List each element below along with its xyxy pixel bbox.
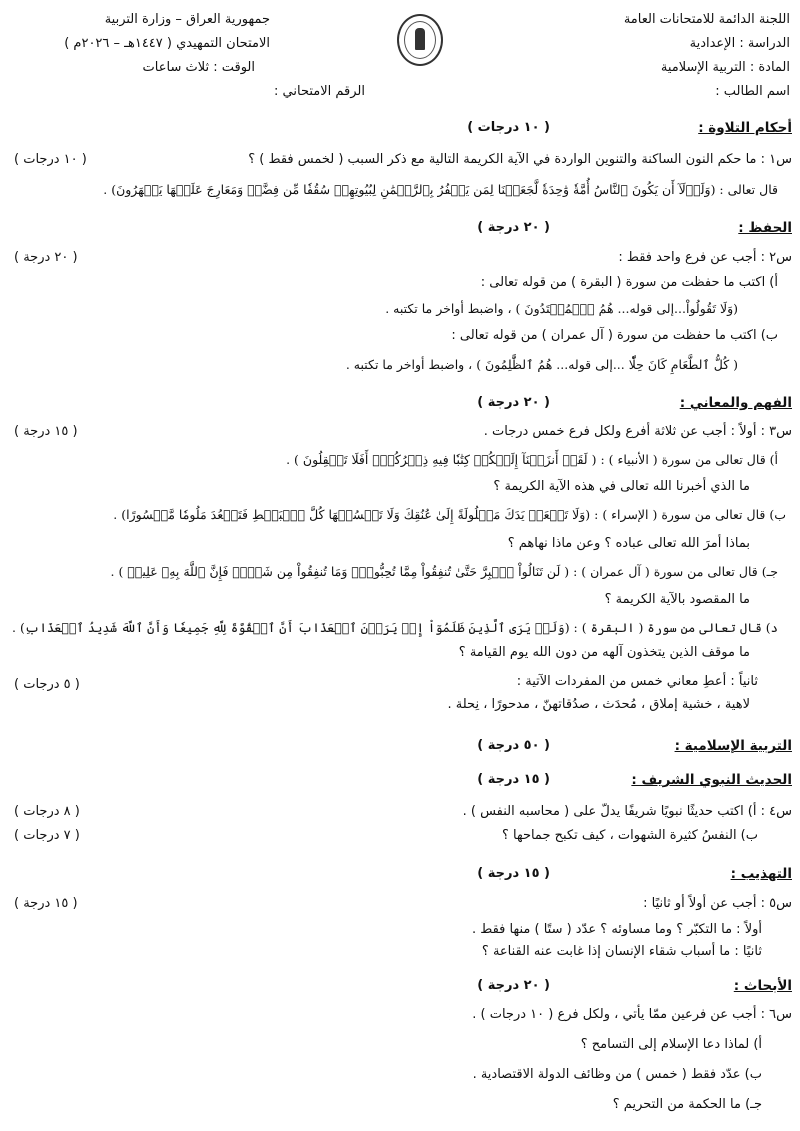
- question-2-marks: ( ٢٠ درجة ): [14, 250, 78, 265]
- question-5-second: ثانيًا : ما أسباب شقاء الإنسان إذا غابت عنه القناعة ؟: [481, 944, 762, 959]
- section-marks-tahdheeb: ( ١٥ درجة ): [477, 866, 550, 881]
- section-title-fahm: الفهم والمعاني :: [679, 395, 792, 411]
- question-1-verse: قال تعالى : (وَلَوۡلَآ أَن يَكُونَ ٱلنَّاسُ أُمَّةٗ وَٰحِدَةٗ لَّجَعَلۡنَا لِمَن يَكۡفُرُ بِٱلرَّحۡمَٰنِ لِبُيُوتِهِمۡ سُقُفٗا مِّن فِضَّةٖ وَمَعَارِجَ عَلَيۡهَا يَظۡهَرُونَ) .: [103, 182, 778, 197]
- question-4-a: س٤ : أ) اكتب حديثًا نبويًا شريفًا يدلّ على ( محاسبه النفس ) .: [462, 804, 792, 819]
- section-title-islamic: التربية الإسلامية :: [674, 738, 792, 754]
- question-2-a-verse: (وَلَا تَقُولُواْ...إلى قوله... هُمُ ٱلۡمُهۡتَدُونَ ) ، واضبط أواخر ما تكتبه .: [385, 301, 738, 316]
- section-marks-hifz: ( ٢٠ درجة ): [477, 220, 550, 235]
- question-3-a-question: ما الذي أخبرنا الله تعالى في هذه الآية الكريمة ؟: [493, 479, 750, 494]
- section-marks-research: ( ٢٠ درجة ): [477, 978, 550, 993]
- country-ministry: جمهورية العراق – وزارة التربية: [104, 12, 270, 27]
- question-5: س٥ : أجب عن أولاً أو ثانيًا :: [643, 896, 792, 911]
- question-1: س١ : ما حكم النون الساكنة والتنوين الواردة في الآية الكريمة التالية مع ذكر السبب ( لخمس فقط ) ؟: [248, 152, 792, 167]
- question-5-marks: ( ١٥ درجة ): [14, 896, 78, 911]
- section-marks-hadith: ( ١٥ درجة ): [477, 772, 550, 787]
- question-2: س٢ : أجب عن فرع واحد فقط :: [618, 250, 792, 265]
- question-6-c: جـ) ما الحكمة من التحريم ؟: [612, 1097, 762, 1112]
- section-title-research: الأبحاث :: [733, 978, 792, 994]
- exam-title: الامتحان التمهيدي ( ١٤٤٧هـ – ٢٠٢٦م ): [64, 36, 270, 51]
- section-marks-islamic: ( ٥٠ درجة ): [477, 738, 550, 753]
- iraq-emblem-logo: [397, 14, 443, 66]
- question-3-b-question: بماذا أمرَ الله تعالى عباده ؟ وعن ماذا نهاهم ؟: [507, 536, 750, 551]
- question-6-a: أ) لماذا دعا الإسلام إلى التسامح ؟: [580, 1037, 762, 1052]
- question-3-second-marks: ( ٥ درجات ): [14, 677, 80, 692]
- exam-number-field: الرقم الامتحاني :: [274, 84, 365, 99]
- section-title-hifz: الحفظ :: [738, 220, 792, 236]
- question-2-b: ب) اكتب ما حفظت من سورة ( آل عمران ) من قوله تعالى :: [451, 328, 778, 343]
- question-3-d: د) قال تعالى من سورة ( البقرة ) : (وَلَوۡ يَرَى ٱلَّذِينَ ظَلَمُوٓاْ إِذۡ يَرَوۡنَ ٱلۡعَذَابَ أَنَّ ٱلۡقُوَّةَ لِلَّهِ جَمِيعٗا وَأَنَّ ٱللَّهَ شَدِيدُ ٱلۡعَذَابِ) .: [12, 620, 778, 635]
- question-3: س٣ : أولاً : أجب عن ثلاثة أفرع ولكل فرع خمس درجات .: [483, 424, 792, 439]
- vocabulary-words: لاهية ، خشية إملاق ، مُحدَث ، صدُقاتهنّ ، مدحورًا ، نِحلة .: [447, 697, 750, 712]
- section-title-tilawa: أحكام التلاوة :: [698, 120, 792, 136]
- question-5-first: أولاً : ما التكبّر ؟ وما مساوئه ؟ عدّد ( ستًا ) منها فقط .: [471, 922, 762, 937]
- study-level: الدراسة : الإعدادية: [689, 36, 790, 51]
- subject: المادة : التربية الإسلامية: [660, 60, 790, 75]
- question-4-b: ب) النفسُ كثيرة الشهوات ، كيف تكبح جماحها ؟: [501, 828, 758, 843]
- question-3-marks: ( ١٥ درجة ): [14, 424, 78, 439]
- question-2-b-verse: ( كُلُّ ٱلطَّعَامِ كَانَ حِلّٗا ...إلى قوله... هُمُ ٱلظَّٰلِمُونَ ) ، واضبط أواخر ما تكتبه .: [345, 357, 738, 372]
- section-title-tahdheeb: التهذيب :: [730, 866, 792, 882]
- question-4-a-marks: ( ٨ درجات ): [14, 804, 80, 819]
- section-marks-tilawa: ( ١٠ درجات ): [467, 120, 550, 135]
- question-3-c: جـ) قال تعالى من سورة ( آل عمران ) : ( لَن تَنَالُواْ ٱلۡبِرَّ حَتَّىٰ تُنفِقُواْ مِمَّا تُحِبُّونَۚ وَمَا تُنفِقُواْ مِن شَيۡءٖ فَإِنَّ ٱللَّهَ بِهِۦ عَلِيمٞ ) .: [110, 564, 778, 579]
- question-3-second: ثانياً : أعطِ معاني خمس من المفردات الآتية :: [516, 674, 758, 689]
- question-2-a: أ) اكتب ما حفظت من سورة ( البقرة ) من قوله تعالى :: [480, 275, 778, 290]
- question-1-marks: ( ١٠ درجات ): [14, 152, 87, 167]
- question-3-c-question: ما المقصود بالآية الكريمة ؟: [604, 592, 750, 607]
- question-4-b-marks: ( ٧ درجات ): [14, 828, 80, 843]
- committee-name: اللجنة الدائمة للامتحانات العامة: [623, 12, 790, 27]
- question-3-d-question: ما موقف الذين يتخذون آلهه من دون الله يوم القيامة ؟: [458, 645, 750, 660]
- question-6: س٦ : أجب عن فرعين ممّا يأتي ، ولكل فرع ( ١٠ درجات ) .: [472, 1007, 792, 1022]
- exam-time: الوقت : ثلاث ساعات: [142, 60, 255, 75]
- section-title-hadith: الحديث النبوي الشريف :: [631, 772, 792, 788]
- question-3-a: أ) قال تعالى من سورة ( الأنبياء ) : ( لَقَدۡ أَنزَلۡنَآ إِلَيۡكُمۡ كِتَٰبٗا فِيهِ ذِكۡرُكُمۡۚ أَفَلَا تَعۡقِلُونَ ) .: [286, 452, 778, 467]
- section-marks-fahm: ( ٢٠ درجة ): [477, 395, 550, 410]
- question-3-b: ب) قال تعالى من سورة ( الإسراء ) : (وَلَا تَجۡعَلۡ يَدَكَ مَغۡلُولَةً إِلَىٰ عُنُقِكَ وَلَا تَبۡسُطۡهَا كُلَّ ٱلۡبَسۡطِ فَتَقۡعُدَ مَلُومٗا مَّحۡسُورًا) .: [113, 507, 786, 522]
- student-name-field: اسم الطالب :: [715, 84, 790, 99]
- question-6-b: ب) عدّد فقط ( خمس ) من وظائف الدولة الاقتصادية .: [472, 1067, 762, 1082]
